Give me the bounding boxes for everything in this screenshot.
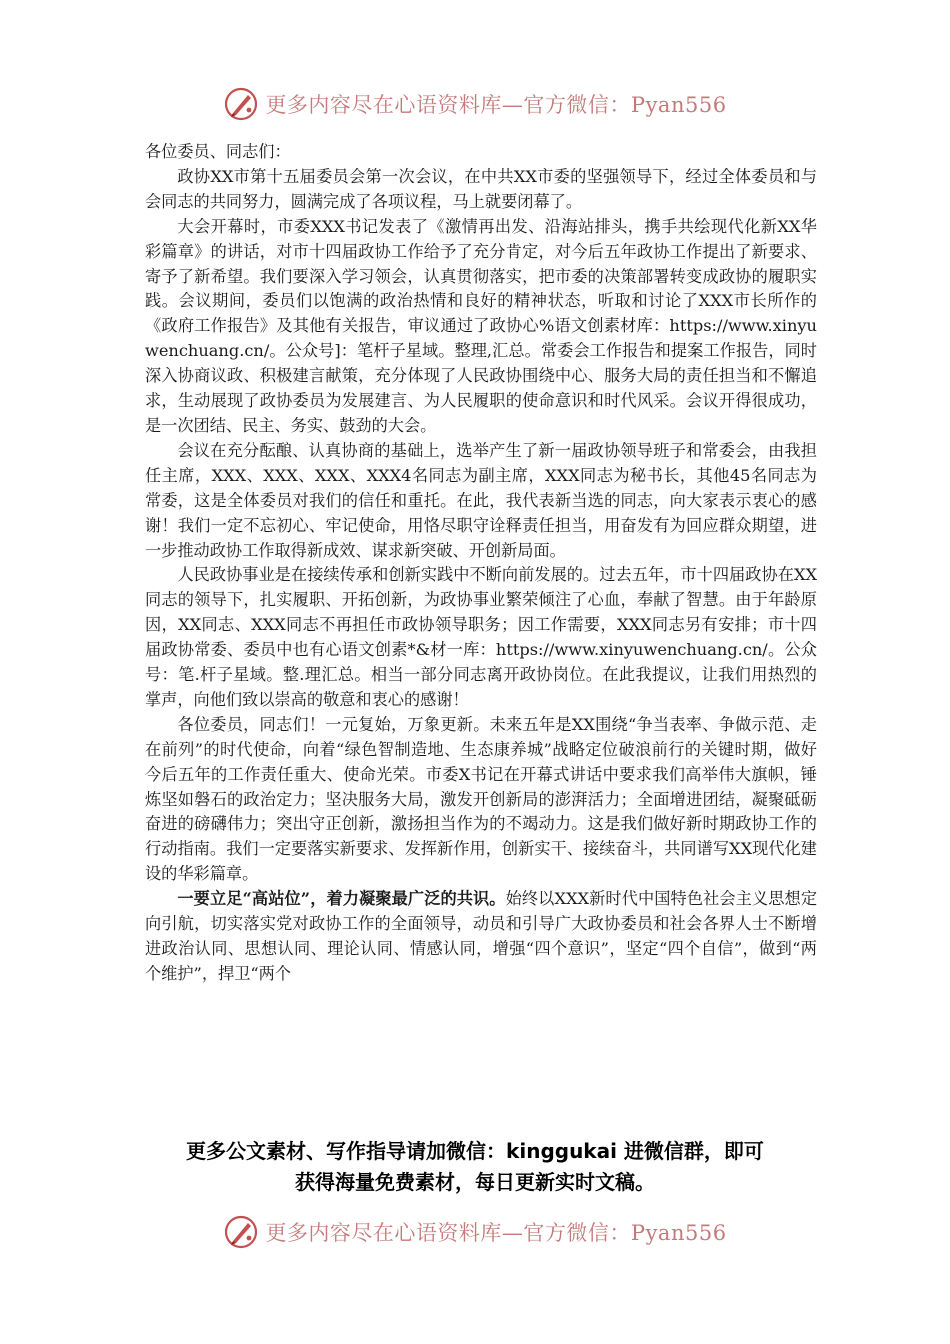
paragraph-2: 大会开幕时，市委XXX书记发表了《激情再出发、沿海站排头，携手共绘现代化新XX华彩篇章》的讲话，对市十四届政协工作给予了充分肯定，对今后五年政协工作提出了新要求、寄予了新希望。我们要深入学习领会，认真贯彻落实，把市委的决策部署转变成政协的履职实践。会议期间，委员们以饱满的政治热情和良好的精神状态，听取和讨论了XXX市长所作的《政府工作报告》及其他有关报告，审议通过了政协心%语文创素材库：https://www.xinyuwenchuang.cn/。公众号]：笔杆子星域。整理,汇总。常委会工作报告和提案工作报告，同时深入协商议政、积极建言献策，充分体现了人民政协围绕中心、服务大局的责任担当和不懈追求，生动展现了政协委员为发展建言、为人民履职的使命意识和时代风采。会议开得很成功，是一次团结、民主、务实、鼓劲的大会。 [145, 216, 817, 435]
paragraph-6 [145, 887, 817, 987]
paragraph-6-text: 始终以XXX新时代中国特色社会主义思想定向引航，切实落实党对政协工作的全面领导，动员和引导广大政协委员和社会各界人士不断增进政治认同、思想认同、理论认同、情感认同，增强“四个意识”，坚定“四个自信”，做到“两个维护”，捍卫“两个 [145, 889, 818, 983]
watermark-text: 更多内容尽在心语资料库—官方微信：Pyan556 [265, 93, 727, 117]
watermark-banner-top [0, 84, 950, 124]
paragraph-4: 人民政协事业是在接续传承和创新实践中不断向前发展的。过去五年，市十四届政协在XX同志的领导下，扎实履职、开拓创新，为政协事业繁荣倾注了心血，奉献了智慧。由于年龄原因，XX同志、XXX同志不再担任市政协领导职务；因工作需要，XXX同志另有安排；市十四届政协常委、委员中也有心语文创素*&材一库：https://www.xinyuwenchuang.cn/。公众号：笔.杆子星域。整.理汇总。相当一部分同志离开政协岗位。在此我提议，让我们用热烈的掌声，向他们致以崇高的敬意和衷心的感谢！ [145, 565, 817, 709]
paragraph-6-heading: 一要立足“高站位”，着力凝聚最广泛的共识。 [177, 889, 506, 909]
watermark-banner-bottom [0, 1212, 950, 1252]
document-body [145, 140, 817, 987]
paragraph-5: 各位委员，同志们！一元复始，万象更新。未来五年是XX围绕“争当表率、争做示范、走在前列”的时代使命，向着“绿色智制造地、生态康养城”战略定位破浪前行的关键时期，做好今后五年的工作责任重大、使命光荣。市委X书记在开幕式讲话中要求我们高举伟大旗帜，锤炼坚如磐石的政治定力；坚决服务大局，激发开创新局的澎湃活力；全面增进团结，凝聚砥砺奋进的磅礴伟力；突出守正创新，激扬担当作为的不竭动力。这是我们做好新时期政协工作的行动指南。我们一定要落实新要求、发挥新作用，创新实干、接续奋斗，共同谱写XX现代化建设的华彩篇章。 [145, 714, 817, 884]
paragraph-3: 会议在充分酝酿、认真协商的基础上，选举产生了新一届政协领导班子和常委会，由我担任主席，XXX、XXX、XXX、XXX4名同志为副主席，XXX同志为秘书长，其他45名同志为常委，这是全体委员对我们的信任和重托。在此，我代表新当选的同志，向大家表示衷心的感谢！我们一定不忘初心、牢记使命，用恪尽职守诠释责任担当，用奋发有为回应群众期望，进一步推动政协工作取得新成效、谋求新突破、开创新局面。 [145, 440, 817, 560]
promo-line-1: 更多公文素材、写作指导请加微信：kinggukai 进微信群，即可 [186, 1139, 764, 1163]
salutation: 各位委员、同志们： [145, 142, 291, 161]
promo-line-2: 获得海量免费素材，每日更新实时文稿。 [295, 1170, 655, 1194]
watermark-text: 更多内容尽在心语资料库—官方微信：Pyan556 [265, 1221, 727, 1245]
promo-notice [0, 1136, 950, 1198]
pen-logo-icon [223, 86, 259, 122]
paragraph-1: 政协XX市第十五届委员会第一次会议，在中共XX市委的坚强领导下，经过全体委员和与会同志的共同努力，圆满完成了各项议程，马上就要闭幕了。 [145, 166, 817, 211]
pen-logo-icon [223, 1214, 259, 1250]
